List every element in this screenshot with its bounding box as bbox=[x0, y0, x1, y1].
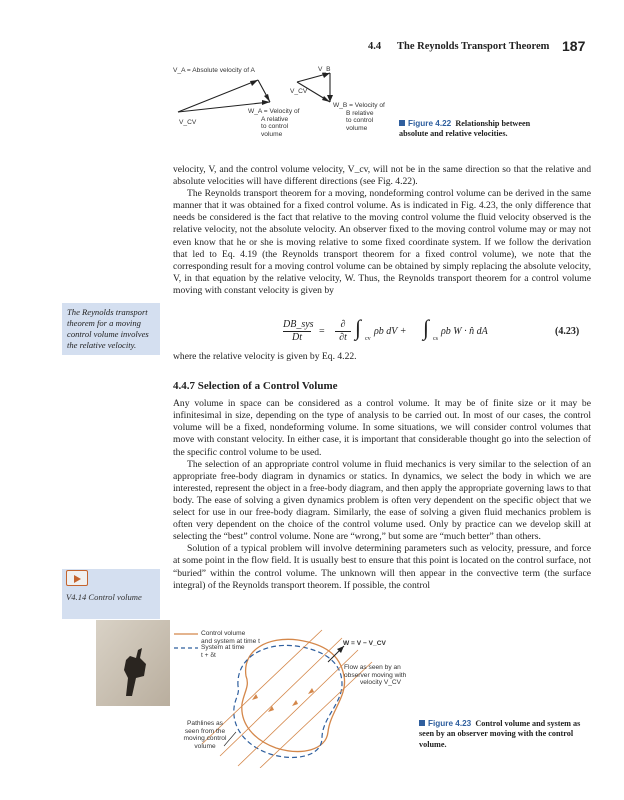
paragraph-4: Any volume in space can be considered as a control volume. It may be of finite size or it may be infinitesimal in size, depending on the type of analysis to be carried out. In most of our cases, the control volume will be a fixed, nondeforming volume. In some situations, we will consider control volumes that move with constant velocity. In either case, it is important that considerable thought go into the selection of the specific control volume to be used. bbox=[173, 398, 591, 458]
eq-term-2: ρb W · n̂ dA bbox=[441, 326, 488, 337]
eq-integral-cs-sub: cs bbox=[433, 336, 438, 342]
legend-cv-label: Control volume and system at time t bbox=[201, 630, 260, 645]
control-volume-outline bbox=[242, 639, 345, 751]
paragraph-2: The Reynolds transport theorem for a moving, nondeforming control volume can be derived in the same manner that it was obtained for a fixed control volume. As is indicated in Fig. 4.23, the only difference that needs be considered is the fact that relative to the moving control volume the fluid velocity observed is the relative velocity, not the absolute velocity. An observer fixed to the moving control volume may or may not even know that he or she is moving relative to some fixed coordinate system. If we follow the derivation that led to Eq. 4.19 (the Reynolds transport theorem for a fixed control volume), we note that the corresponding result for a moving control volume can be obtained by simply replacing the absolute velocity, V, in that equation by the relative velocity, W. Thus, the Reynolds transport theorem for a control volume moving with constant velocity is given by bbox=[173, 188, 591, 296]
play-icon bbox=[67, 572, 87, 586]
paragraph-5: The selection of an appropriate control volume in fluid mechanics is very similar to the selection of an appropriate free-body diagram in dynamics or statics. In dynamics, we select the body in which we are interested, represent the object in a free-body diagram, and then apply the appropriate governing laws to that body. The ease of solving a given dynamics problem is often very dependent on the specific object that we select for use in our free-body diagram. Similarly, the ease of solving a given fluid mechanics problem is often very dependent on the choice of the control volume used. Only by practice can we develop skill at selecting the “best” control volume. None are “wrong,” but some are “much better” than others. bbox=[173, 458, 591, 543]
section-heading: 4.4.7 Selection of a Control Volume bbox=[173, 380, 338, 393]
figure-4-23-caption: Figure 4.23 Control volume and system as seen by an observer moving with the control volume. bbox=[419, 719, 581, 749]
vcv-left-label: V_CV bbox=[179, 119, 197, 126]
video-label[interactable]: V4.14 Control volume bbox=[66, 592, 142, 602]
paragraph-6: Solution of a typical problem will involve determining parameters such as velocity, pressure, and force at some point in the flow field. It is usually best to ensure that this point is located on the control surface, not “buried” within the control volume. The unknown will then appear in the convective term (the surface integral) of the Reynolds transport theorem. If possible, the control bbox=[173, 543, 591, 591]
body-text-top bbox=[173, 164, 591, 297]
vb-symbol: V_B bbox=[318, 66, 331, 73]
paragraph-3: where the relative velocity is given by Eq. 4.22. bbox=[173, 351, 357, 362]
eq-lhs-numerator: DB_sys bbox=[283, 319, 314, 330]
wa-label: W_A = Velocity of A relative to control volume bbox=[248, 108, 300, 138]
margin-note: The Reynolds transport theorem for a moving control volume involves the relative velocity. bbox=[62, 303, 160, 355]
eq-integral-cv-sub: cv bbox=[365, 336, 371, 342]
observer-label: Flow as seen by an observer moving with velocity V_CV bbox=[344, 664, 407, 687]
vcv-top-label: V_CV bbox=[290, 88, 308, 95]
eq-equals: = bbox=[319, 326, 325, 337]
video-play-button[interactable] bbox=[66, 570, 88, 586]
figure-marker-icon bbox=[399, 120, 405, 126]
eq-lhs-denominator: Dt bbox=[292, 332, 302, 343]
wb-label: W_B = Velocity of B relative to control volume bbox=[333, 102, 385, 132]
page-number: 187 bbox=[562, 38, 586, 54]
video-thumbnail[interactable] bbox=[96, 620, 170, 706]
running-title: The Reynolds Transport Theorem bbox=[397, 41, 550, 52]
section-number: 4.4 bbox=[368, 41, 382, 52]
w-equation-label: W = V − V_CV bbox=[343, 640, 386, 647]
eq-partial-denominator: ∂t bbox=[339, 332, 347, 343]
va-label: V_A = Absolute velocity of A bbox=[173, 67, 255, 74]
figure-marker-icon bbox=[419, 720, 425, 726]
eq-integral-cs: ∫ bbox=[423, 315, 430, 340]
equation-number: (4.23) bbox=[555, 326, 580, 337]
legend-system-label: System at time t + δt bbox=[201, 644, 245, 659]
pathlines-label: Pathlines as seen from the moving control volume bbox=[183, 720, 227, 750]
figure-4-22-caption: Figure 4.22 Relationship between absolute and relative velocities. bbox=[399, 119, 531, 139]
paragraph-1: velocity, V, and the control volume velocity, V_cv, will not be in the same direction so that the relative and absolute velocities will have different directions (see Fig. 4.22). bbox=[173, 164, 591, 188]
pathline-2 bbox=[238, 650, 358, 766]
eq-term-1: ρb dV + bbox=[374, 326, 407, 337]
body-text-middle bbox=[173, 351, 591, 592]
eq-integral-cv: ∫ bbox=[355, 315, 362, 340]
eq-partial-numerator: ∂ bbox=[335, 319, 351, 332]
